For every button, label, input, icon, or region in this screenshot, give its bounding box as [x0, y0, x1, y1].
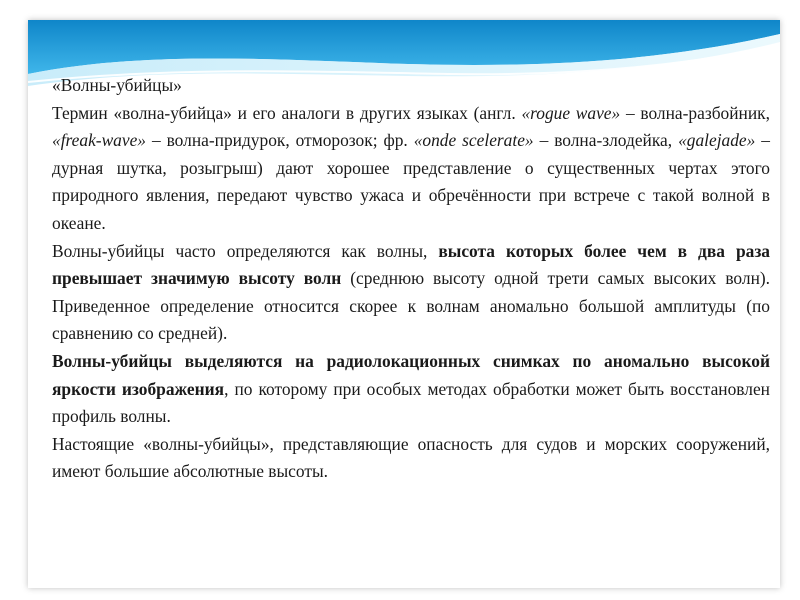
slide-title: «Волны-убийцы» — [52, 75, 182, 95]
slide — [28, 20, 780, 588]
paragraph-absolute-heights: Настоящие «волны-убийцы», представляющие опасность для судов и морских сооружений, имеют большие абсолютные высоты. — [52, 433, 770, 482]
paragraph-radar-detection: Волны-убийцы выделяются на радиолокационных снимках по аномально высокой яркости изображения, по которому при особых методах обработки может быть восстановлен профиль волны. — [52, 350, 770, 427]
slide-body — [52, 72, 770, 486]
paragraph-term-definition: Термин «волна-убийца» и его аналоги в других языках (англ. «rogue wave» – волна-разбойник, «freak-wave» – волна-придурок, отморозок; фр. «onde scelerate» – волна-злодейка, «galejade» – дурная шутка, розыгрыш) дают хорошее представление о существенных чертах этого природного явления, передают чувство ужаса и обречённости при встрече с такой волной в океане. — [52, 102, 770, 233]
paragraph-wave-height-definition: Волны-убийцы часто определяются как волны, высота которых более чем в два раза превышает значимую высоту волн (среднюю высоту одной трети самых высоких волн). Приведенное определение относится скорее к волнам аномально большой амплитуды (по сравнению со средней). — [52, 240, 771, 344]
